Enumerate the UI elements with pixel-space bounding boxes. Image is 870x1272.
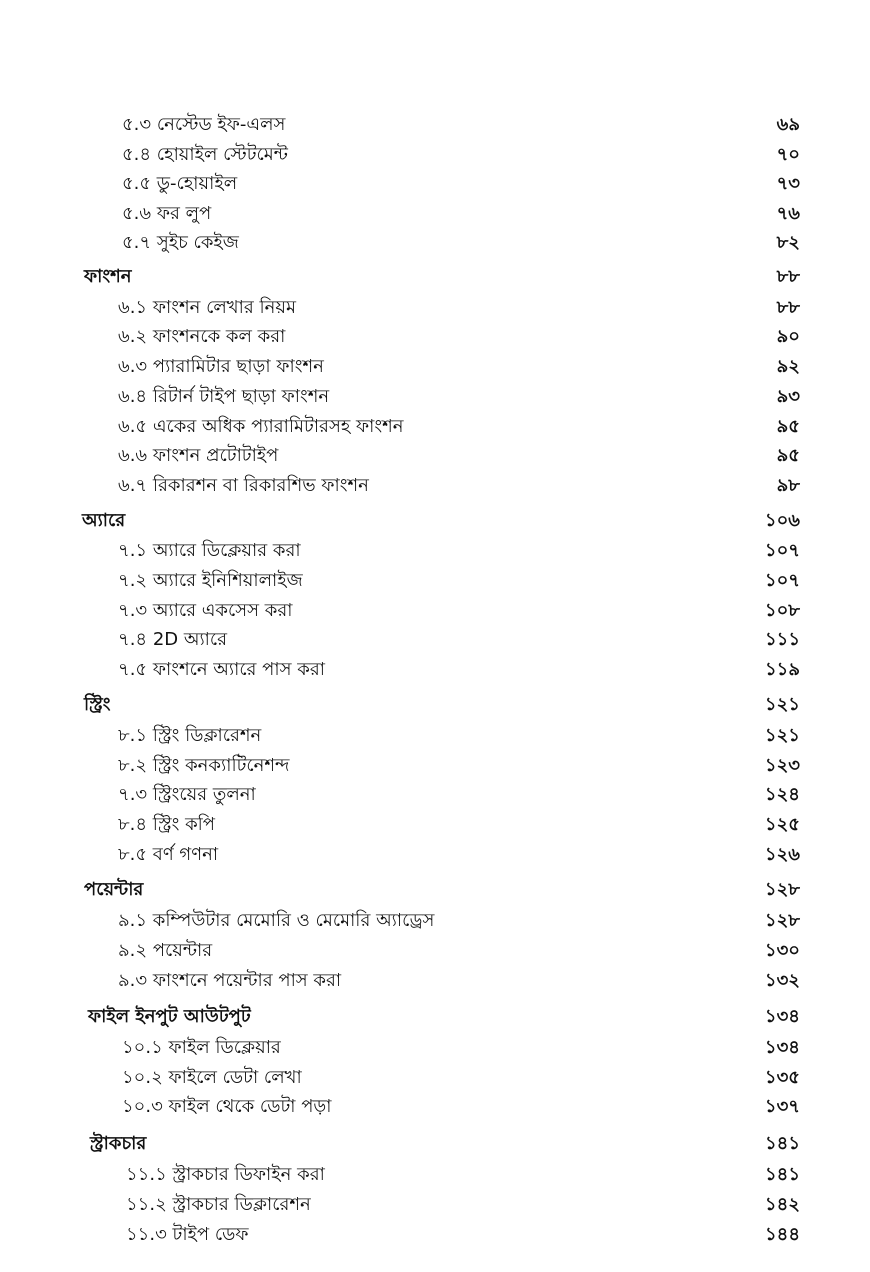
toc-entry [0,383,870,411]
toc-chapter-title: পয়েন্টার [84,879,144,900]
toc-entry [0,111,870,139]
toc-chapter [0,876,870,904]
toc-entry-page: ৯৩ [776,386,800,407]
toc-entry-page: ১৩০ [764,940,800,961]
toc-entry-page: ১১১ [764,629,800,650]
toc-entry [0,141,870,169]
toc-chapter [0,1003,870,1031]
toc-entry [0,1064,870,1092]
toc-entry-title: ৭.২ অ্যারে ইনিশিয়ালাইজ [118,570,303,591]
toc-entry-page: ১৪১ [764,1164,800,1185]
toc-entry [0,937,870,965]
toc-entry-page: ৭৩ [776,173,800,194]
toc-entry-title: ৬.৩ প্যারামিটার ছাড়া ফাংশন [118,356,324,377]
toc-entry-page: ১২১ [764,725,800,746]
toc-chapter-title: অ্যারে [82,510,126,531]
toc-entry-page: ১১৯ [764,659,800,680]
toc-entry-title: ৭.৩ অ্যারে একসেস করা [118,600,293,621]
toc-entry-title: ৬.২ ফাংশনকে কল করা [118,326,286,347]
toc-entry-title: ৫.৪ হোয়াইল স্টেটমেন্ট [122,144,288,165]
toc-chapter-title: ফাইল ইনপুট আউটপুট [88,1006,251,1027]
toc-entry-title: ৯.১ কম্পিউটার মেমোরি ও মেমোরি অ্যাড্রেস [118,910,435,931]
toc-entry-page: ১২৮ [764,910,800,931]
toc-chapter-page: ১০৬ [764,510,800,531]
toc-entry-page: ১৩৪ [764,1037,800,1058]
toc-entry-page: ১৩৫ [764,1067,800,1088]
toc-entry [0,811,870,839]
toc-entry-page: ১০৭ [764,540,800,561]
toc-entry [0,722,870,750]
toc-entry-title: ৫.৬ ফর লুপ [122,203,212,224]
toc-entry-page: ১২৫ [764,814,800,835]
toc-chapter [0,691,870,719]
toc-entry-title: ৬.৬ ফাংশন প্রটোটাইপ [118,445,279,466]
toc-chapter-title: স্ট্রাকচার [90,1133,147,1154]
toc-entry-title: ৯.২ পয়েন্টার [118,940,213,961]
toc-entry-page: ৯০ [776,326,800,347]
toc-chapter-title: স্ট্রিং [84,694,111,715]
toc-entry [0,1034,870,1062]
toc-entry-title: ৭.৩ স্ট্রিংয়ের তুলনা [118,784,256,805]
toc-chapter-page: ১২৮ [764,879,800,900]
toc-chapter-page: ১২১ [764,694,800,715]
toc-entry [0,656,870,684]
toc-entry-page: ৮২ [776,232,800,253]
toc-entry-page: ১২৬ [764,844,800,865]
toc-entry-page: ১২৪ [764,784,800,805]
toc-entry-title: ৬.১ ফাংশন লেখার নিয়ম [118,297,296,318]
toc-entry-title: ৯.৩ ফাংশনে পয়েন্টার পাস করা [118,970,342,991]
toc-chapter [0,263,870,291]
toc-entry-page: ১৩৭ [764,1096,800,1117]
toc-entry-title: ৬.৫ একের অধিক প্যারামিটারসহ ফাংশন [118,416,404,437]
toc-entry [0,442,870,470]
toc-entry-page: ১০৮ [764,600,800,621]
toc-entry [0,229,870,257]
toc-entry [0,752,870,780]
toc-entry-title: ৬.৪ রিটার্ন টাইপ ছাড়া ফাংশন [118,386,330,407]
toc-entry-title: ৫.৩ নেস্টেড ইফ-এলস [122,114,286,135]
toc-entry-title: ৮.৫ বর্ণ গণনা [118,844,219,865]
toc-entry-page: ৯৫ [776,416,800,437]
toc-entry-title: ৮.২ স্ট্রিং কনক্যাটিনেশন্দ [118,755,290,776]
toc-entry [0,907,870,935]
toc-entry-title: ১১.৩ টাইপ ডেফ [126,1224,249,1245]
toc-entry-title: ৬.৭ রিকারশন বা রিকারশিভ ফাংশন [118,475,369,496]
toc-entry [0,170,870,198]
toc-chapter-title: ফাংশন [84,266,132,287]
toc-entry [0,472,870,500]
toc-entry [0,537,870,565]
toc-entry-title: ৭.১ অ্যারে ডিক্লেয়ার করা [118,540,301,561]
toc-entry [0,841,870,869]
toc-entry [0,1191,870,1219]
toc-chapter [0,507,870,535]
toc-entry [0,626,870,654]
toc-entry [0,413,870,441]
toc-entry [0,353,870,381]
toc-entry-title: ১০.১ ফাইল ডিক্লেয়ার [122,1037,281,1058]
toc-entry-page: ৯২ [776,356,800,377]
toc-entry-title: ৭.৪ 2D অ্যারে [118,629,228,650]
toc-entry [0,294,870,322]
toc-entry-title: ৫.৫ ডু-হোয়াইল [122,173,238,194]
toc-chapter-page: ১৪১ [764,1133,800,1154]
toc-chapter [0,1130,870,1158]
toc-chapter-page: ১৩৪ [764,1006,800,1027]
toc-entry-title: ৮.৪ স্ট্রিং কপি [118,814,216,835]
toc-entry [0,1093,870,1121]
toc-entry-page: ১২৩ [764,755,800,776]
toc-entry [0,1161,870,1189]
toc-entry-title: ১০.৩ ফাইল থেকে ডেটা পড়া [122,1096,332,1117]
toc-entry [0,781,870,809]
toc-entry-page: ১৪৪ [764,1224,800,1245]
toc-entry [0,1221,870,1249]
toc-entry [0,323,870,351]
toc-entry-page: ৬৯ [776,114,800,135]
toc-entry-page: ১০৭ [764,570,800,591]
toc-entry-title: ১১.১ স্ট্রাকচার ডিফাইন করা [126,1164,325,1185]
toc-entry [0,200,870,228]
toc-entry-page: ৯৫ [776,445,800,466]
toc-chapter-page: ৮৮ [776,266,800,287]
toc-entry-page: ৭৬ [776,203,800,224]
toc-entry-page: ১৩২ [764,970,800,991]
toc-entry-page: ১৪২ [764,1194,800,1215]
toc-entry-page: ৯৮ [776,475,800,496]
toc-entry-title: ৫.৭ সুইচ কেইজ [122,232,239,253]
toc-entry-page: ৭০ [776,144,800,165]
toc-entry [0,967,870,995]
toc-entry-title: ৭.৫ ফাংশনে অ্যারে পাস করা [118,659,325,680]
toc-entry [0,597,870,625]
toc-entry-title: ৮.১ স্ট্রিং ডিক্লারেশন [118,725,262,746]
toc-entry [0,567,870,595]
toc-entry-title: ১১.২ স্ট্রাকচার ডিক্লারেশন [126,1194,311,1215]
toc-entry-title: ১০.২ ফাইলে ডেটা লেখা [122,1067,302,1088]
toc-entry-page: ৮৮ [776,297,800,318]
